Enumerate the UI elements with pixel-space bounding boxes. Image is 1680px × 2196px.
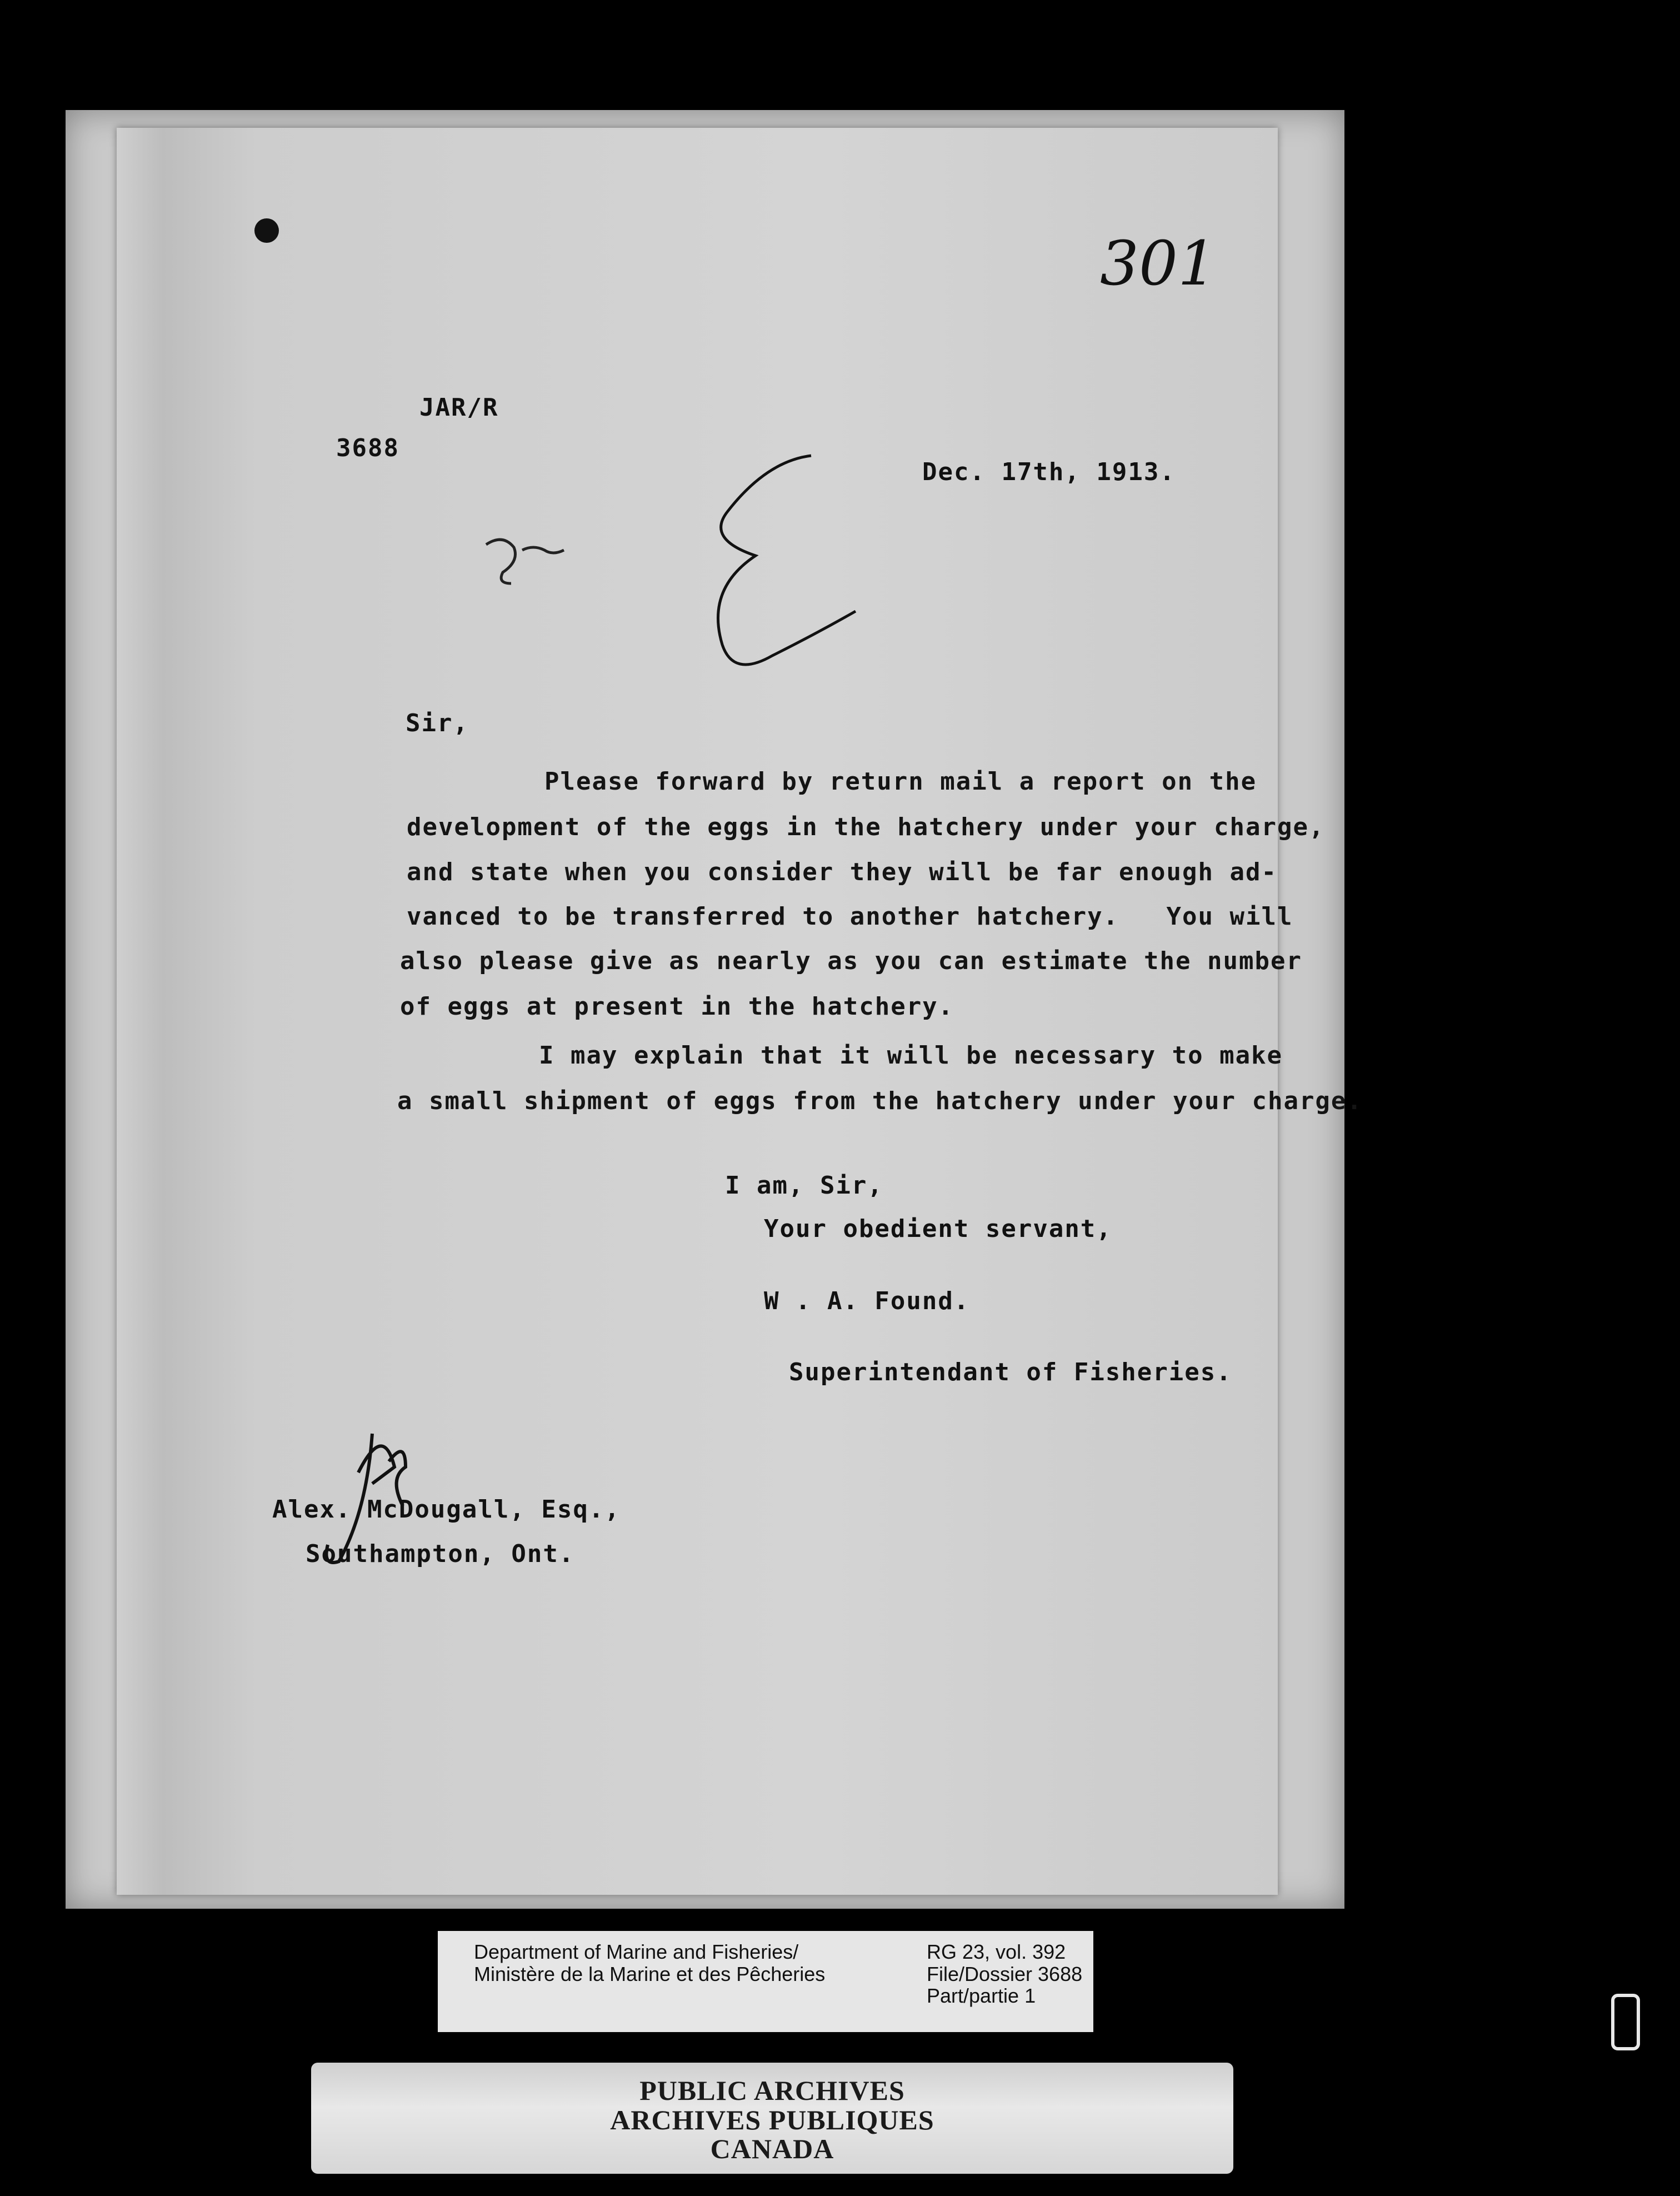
file-number: 3688 [336, 434, 399, 462]
paragraph2-line: a small shipment of eggs from the hatchery under your charge. [397, 1087, 1363, 1115]
file-dossier: File/Dossier 3688 [927, 1962, 1083, 1985]
addressee-line: Southampton, Ont. [306, 1540, 575, 1568]
paragraph1-line: also please give as nearly as you can estimate the number [400, 947, 1302, 975]
letter-page [117, 128, 1363, 1895]
paragraph1-line: of eggs at present in the hatchery. [400, 992, 954, 1021]
paragraph2-line: I may explain that it will be necessary to make [539, 1041, 1283, 1070]
department-en: Department of Marine and Fisheries/ [474, 1940, 799, 1963]
reference-code: JAR/R [419, 393, 499, 422]
banner-line-en: PUBLIC ARCHIVES [639, 2075, 905, 2106]
film-frame-marker [1611, 1994, 1640, 2050]
paragraph1-line: vanced to be transferred to another hatchery. You will [407, 902, 1293, 931]
archives-banner [311, 2063, 1233, 2174]
archive-label [438, 1931, 1093, 2032]
banner-line-fr: ARCHIVES PUBLIQUES [610, 2104, 934, 2135]
handwritten-flourish [683, 445, 867, 695]
part-partie: Part/partie 1 [927, 1984, 1036, 2008]
department-fr: Ministère de la Marine et des Pêcheries [474, 1962, 826, 1985]
letter-date: Dec. 17th, 1913. [922, 458, 1176, 486]
closing-line: Your obedient servant, [764, 1215, 1112, 1243]
addressee-line: Alex. McDougall, Esq., [272, 1495, 621, 1524]
paragraph1-line: Please forward by return mail a report on the [544, 767, 1257, 796]
handwritten-mark [481, 528, 592, 595]
punch-hole [244, 208, 289, 253]
salutation: Sir, [406, 709, 469, 737]
paragraph1-line: and state when you consider they will be far enough ad- [407, 858, 1277, 886]
signer-title: Superintendant of Fisheries. [789, 1358, 1232, 1386]
record-group: RG 23, vol. 392 [927, 1940, 1066, 1963]
paragraph1-line: development of the eggs in the hatchery under your charge, [407, 813, 1325, 841]
signature-typed: W . A. Found. [764, 1287, 970, 1315]
page-number: 301 [1100, 228, 1217, 299]
closing-line: I am, Sir, [725, 1171, 883, 1200]
banner-line-country: CANADA [710, 2133, 834, 2164]
